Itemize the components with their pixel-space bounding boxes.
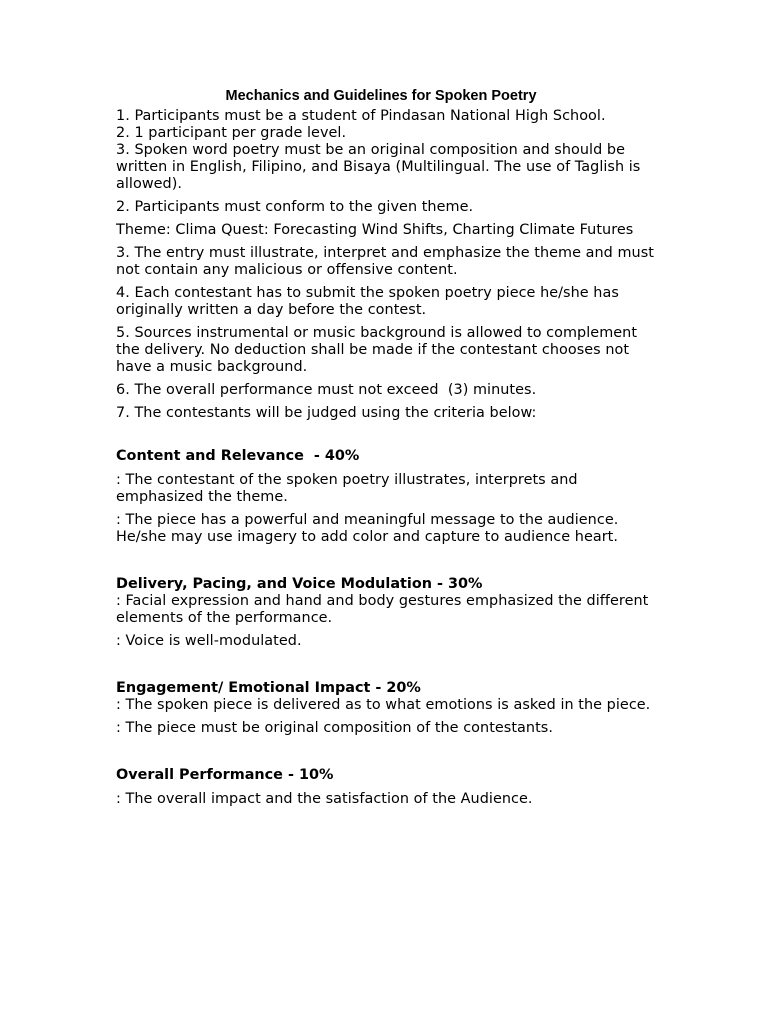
rule-item: 5. Sources instrumental or music background is allowed to complement the delivery. No deduction shall be made if the contestant chooses not have a music background. [116,325,642,375]
criteria-heading: Delivery, Pacing, and Voice Modulation - 30% [116,576,483,592]
rule-item: 6. The overall performance must not exceed (3) minutes. [116,382,537,398]
criteria-section-delivery [116,576,656,650]
document-page [116,86,659,814]
criteria-heading: Content and Relevance - 40% [116,448,360,464]
document-title: Mechanics and Guidelines for Spoken Poetry [225,88,537,104]
criteria-section-overall [116,767,656,808]
criteria-item: : The spoken piece is delivered as to what emotions is asked in the piece. [116,697,651,713]
criteria-heading: Overall Performance - 10% [116,767,334,783]
rule-item: 2. Participants must conform to the given theme. [116,199,474,215]
rules-list [116,108,659,422]
criteria-item: : Facial expression and hand and body gestures emphasized the different elements of the performance. [116,593,653,626]
criteria-item: : Voice is well-modulated. [116,633,302,649]
criteria-heading: Engagement/ Emotional Impact - 20% [116,680,421,696]
criteria-item: : The piece must be original composition of the contestants. [116,720,553,736]
theme-line: Theme: Clima Quest: Forecasting Wind Shifts, Charting Climate Futures [116,222,634,238]
rule-item: 3. Spoken word poetry must be an original composition and should be written in English, Filipino, and Bisaya (Multilingual. The use of Taglish is allowed). [116,142,645,192]
rule-item: 7. The contestants will be judged using the criteria below: [116,405,537,421]
criteria-section-engagement [116,680,656,737]
criteria-item: : The overall impact and the satisfaction of the Audience. [116,791,533,807]
criteria-item: : The contestant of the spoken poetry illustrates, interprets and emphasized the theme. [116,472,583,505]
rule-item: 1. Participants must be a student of Pindasan National High School. [116,108,606,124]
rule-item: 3. The entry must illustrate, interpret and emphasize the theme and must not contain any malicious or offensive content. [116,245,659,278]
rule-item: 2. 1 participant per grade level. [116,125,347,141]
criteria-item: : The piece has a powerful and meaningful message to the audience. He/she may use imagery to add color and capture to audience heart. [116,512,623,545]
criteria-section-content [116,448,656,546]
rule-item: 4. Each contestant has to submit the spoken poetry piece he/she has originally written a day before the contest. [116,285,624,318]
